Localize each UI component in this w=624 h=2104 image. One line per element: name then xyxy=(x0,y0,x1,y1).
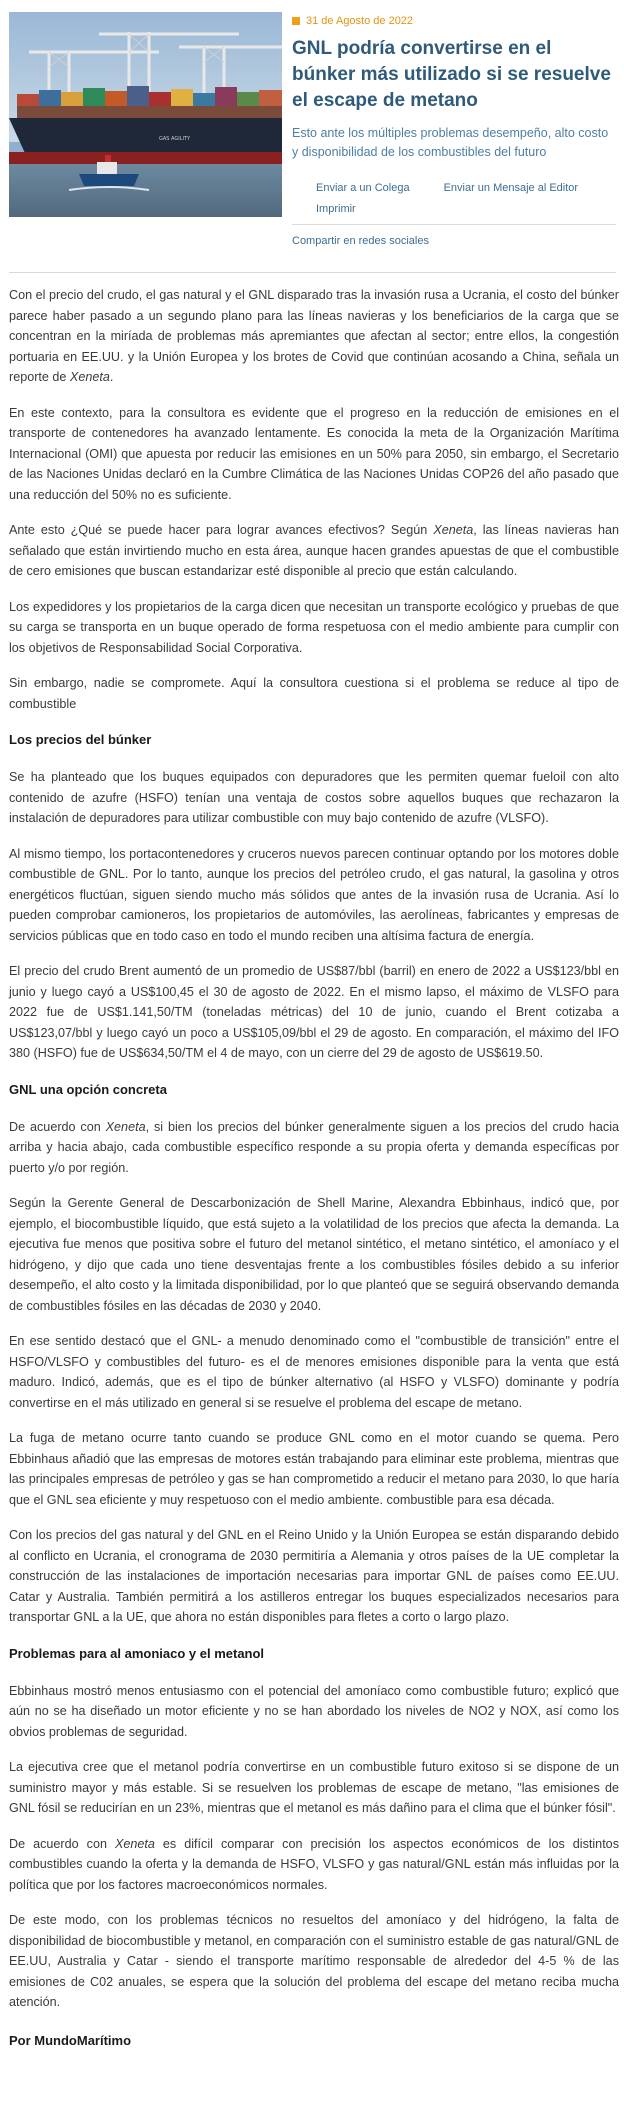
paragraph: Se ha planteado que los buques equipados con depuradores que les permiten quemar fueloil con alto contenido de azufre (HSFO) tenían una ventaja de costos sobre aquellos buques que rechazaron la instalación de depuradores para utilizar combustible con muy bajo contenido de azufre (VLSFO). xyxy=(9,770,619,825)
section-heading: GNL una opción concreta xyxy=(9,1081,167,1097)
article-header xyxy=(292,14,616,247)
article-signature: Por MundoMarítimo xyxy=(9,2032,132,2048)
paragraph: Ebbinhaus mostró menos entusiasmo con el potencial del amoníaco como combustible futuro; explicó que aún no se ha diseñado un motor eficiente y no se han abordado los niveles de NO2 y NOX, así como los obvios problemas de seguridad. xyxy=(9,1683,619,1739)
article-image xyxy=(9,12,282,217)
article-title: GNL podría convertirse en el búnker más utilizado si se resuelve el escape de metano xyxy=(292,38,611,111)
source-name: Xeneta xyxy=(433,523,474,537)
paragraph: De acuerdo con Xeneta es difícil comparar con precisión los aspectos económicos de los distintos combustibles cuando la oferta y la demanda de HSFO, VLSFO y gas natural/GNL están más influidas por la política que por los factores macroeconómicos normales. xyxy=(9,1836,619,1892)
share-actions xyxy=(292,178,616,220)
paragraph: Según la Gerente General de Descarbonización de Shell Marine, Alexandra Ebbinhaus, indicó que, por ejemplo, el biocombustible líquido, que está sujeto a la volatilidad de los precios que afecta la demanda. La ejecutiva fue menos que positiva sobre el futuro del metanol sintético, el metano sintético, el amoníaco y el hidrógeno, y dijo que cada uno tiene desventajas frente a los combustibles fósiles debido a su inferior desempeño, el alto costo y la limitada disponibilidad, por lo que planteó que se seguirá observando demanda de combustibles fósiles en las décadas de 2030 y 2040. xyxy=(9,1196,619,1313)
paragraph: El precio del crudo Brent aumentó de un promedio de US$87/bbl (barril) en enero de 2022 a US$123/bbl en junio y luego cayó a US$100,45 el 30 de agosto de 2022. En el mismo lapso, el máximo de VLSFO para 2022 fue de US$1.141,50/TM (toneladas métricas) del 10 de junio, cuando el Brent cotizaba a US$123,07/bbl y luego cayó un poco a US$105,09/bbl el 29 de agosto. En comparación, el máximo del IFO 380 (HSFO) fue de US$634,50/TM el 4 de mayo, con un cierre del 29 de agosto de US$619.50. xyxy=(9,964,619,1060)
header-divider xyxy=(9,272,616,273)
paragraph: La fuga de metano ocurre tanto cuando se produce GNL como en el motor cuando se quema. Pero Ebbinhaus añadió que las empresas de motores están trabajando para eliminar este problema, mientras que las principales empresas de petróleo y gas se han comprometido a reducir el metano para 2030, lo que haría que el GNL sea eficiente y muy respetuoso con el medio ambiente. combustible para esa década. xyxy=(9,1431,619,1507)
svg-text:GAS AGILITY: GAS AGILITY xyxy=(159,136,191,142)
paragraph: Con los precios del gas natural y del GNL en el Reino Unido y la Unión Europea se están disparando debido al conflicto en Ucrania, el cronograma de 2030 permitiría a Alemania y otros países de la UE completar la construcción de las instalaciones de importación necesarias para importar GNL de países como EE.UU. Catar y Australia. También permitirá a los astilleros entregar los buques especializados necesarios para transportar GNL a la UE, que ahora no están disponibles para fletes a corto o largo plazo. xyxy=(9,1528,619,1624)
paragraph: Los expedidores y los propietarios de la carga dicen que necesitan un transporte ecológico y pruebas de que su carga se transporta en un buque operado de forma respetuosa con el medio ambiente para cumplir con los objetivos de Responsabilidad Social Corporativa. xyxy=(9,599,619,655)
paragraph: Al mismo tiempo, los portacontenedores y cruceros nuevos parecen continuar optando por los motores doble combustible de GNL. Por lo tanto, aunque los precios del petróleo crudo, el gas natural, la gasolina y otros energéticos fluctúan, siguen siendo mucho más sólidos que antes de la invasión rusa de Ucrania. Así lo pueden comprobar camioneros, los propietarios de automóviles, las aerolíneas, fabricantes y empresas de servicios públicas que en todo caso en todo el mundo reciben una altísima factura de energía. xyxy=(9,846,619,943)
article-subtitle: Esto ante los múltiples problemas desempeño, alto costo y disponibilidad de los combustibles del futuro xyxy=(292,126,609,159)
section-heading: Los precios del búnker xyxy=(9,732,152,747)
date-row xyxy=(292,14,616,28)
publish-date: 31 de Agosto de 2022 xyxy=(306,15,414,27)
paragraph: En ese sentido destacó que el GNL- a menudo denominado como el "combustible de transición" entre el HSFO/VLSFO y combustibles del futuro- es el de menores emisiones disponible para la venta que está maduro. Indicó, además, que es el tipo de búnker alternativo (al HSFO y VLSFO) dominante y podría convertirse en el más utilizado en general si se resuelve el problema del escape de metano. xyxy=(9,1334,619,1410)
share-divider xyxy=(292,224,616,225)
paragraph: En este contexto, para la consultora es evidente que el progreso en la reducción de emisiones en el transporte de contenedores ha avanzado lentamente. Es conocida la meta de la Organización Marítima Internacional (OMI) que apuesta por reducir las emisiones en un 50% para 2050, sin embargo, el Secretario de las Naciones Unidas declaró en la Cumbre Climática de las Naciones Unidas COP26 del año pasado que una reducción del 50% no es suficiente. xyxy=(9,405,619,502)
source-name: Xeneta xyxy=(105,1119,146,1134)
paragraph: De acuerdo con Xeneta, si bien los precios del búnker generalmente siguen a los precios del crudo hacia arriba y hacia abajo, cada combustible específico responde a su propia oferta y demanda específicas por puerto y/o por región. xyxy=(9,1119,619,1175)
section-heading: Problemas para al amoniaco y el metanol xyxy=(9,1645,265,1661)
date-marker-icon xyxy=(292,17,300,25)
paragraph: Ante esto ¿Qué se puede hacer para lograr avances efectivos? Según Xeneta, las líneas navieras han señalado que están invirtiendo mucho en esta área, aunque hacen grandes apuestas de que el combustible de cero emisiones que buscan estandarizar esté disponible al precio que están calculando. xyxy=(9,523,619,578)
container-ship-image xyxy=(9,12,282,217)
paragraph: Sin embargo, nadie se compromete. Aquí la consultora cuestiona si el problema se reduce al tipo de combustible xyxy=(9,676,619,711)
share-social-link[interactable]: Compartir en redes sociales xyxy=(292,235,429,247)
message-editor-link[interactable]: Enviar un Mensaje al Editor xyxy=(443,182,579,194)
paragraph: La ejecutiva cree que el metanol podría convertirse en un combustible futuro exitoso si se dispone de un suministro mayor y más estable. Si se resuelven los problemas de escape de metano, "las emisiones de GNL fósil se reducirían en un 23%, mientras que el metanol es más dañino para el clima que el búnker fósil". xyxy=(9,1760,619,1815)
source-name: Xeneta xyxy=(114,1836,155,1851)
paragraph: Con el precio del crudo, el gas natural y el GNL disparado tras la invasión rusa a Ucrania, el costo del búnker parece haber pasado a un segundo plano para las líneas navieras y los beneficiarios de la carga que se concentran en la miríada de problemas más apremiantes que afectan al sector; entre ellos, la congestión portuaria en EE.UU. y la Unión Europea y los brotes de Covid que continúan acosando a China, señala un reporte de Xeneta. xyxy=(9,288,619,384)
article-body xyxy=(9,285,619,2051)
paragraph: De este modo, con los problemas técnicos no resueltos del amoníaco y del hidrógeno, la falta de disponibilidad de biocombustible y metanol, en comparación con el suministro estable de gas natural/GNL de EE.UU, Australia y Catar - siendo el transporte marítimo responsable de alrededor del 4-5 % de las emisiones de C02 anuales, se espera que la solución del problema del escape del metano reciba mucha atención. xyxy=(9,1913,619,2009)
send-to-colleague-link[interactable]: Enviar a un Colega xyxy=(316,182,410,194)
source-name: Xeneta xyxy=(69,370,110,384)
print-link[interactable]: Imprimir xyxy=(316,203,356,215)
